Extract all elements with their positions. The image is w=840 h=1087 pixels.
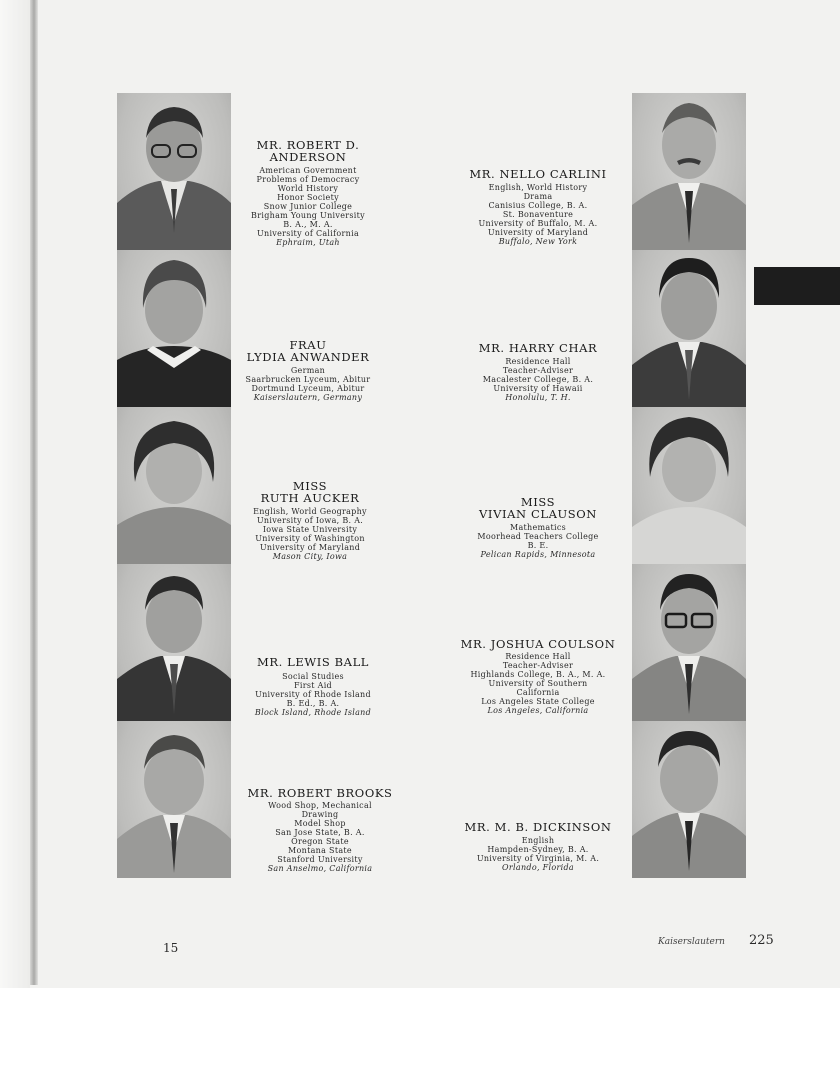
teacher-name: RUTH AUCKER [260,491,360,505]
teacher-name: MISS [520,495,556,509]
teacher-name: MISS [292,479,328,493]
bio-line: University of Washington [255,534,365,543]
bio-line: Wood Shop, Mechanical [268,801,372,810]
bio-line: Model Shop [294,819,346,828]
hometown: Ephraim, Utah [276,238,340,247]
portrait-clauson [632,407,746,564]
bio-line: Montana State [288,846,352,855]
bio-aucker [240,480,380,561]
bio-line: Dortmund Lyceum, Abitur [251,384,365,393]
bio-line: Problems of Democracy [256,175,360,184]
bio-line: University of Maryland [487,228,589,237]
page-number-right: 225 [749,933,774,948]
hometown: Honolulu, T. H. [505,393,571,402]
page-gutter [0,0,30,988]
bio-line: Residence Hall [505,357,571,366]
bio-line: Teacher-Adviser [502,661,574,670]
portrait-anwander [117,250,231,407]
running-head: Kaiserslautern [658,937,725,947]
bio-carlini [462,168,614,246]
bio-line: University of Maryland [259,543,361,552]
hometown: Buffalo, New York [498,237,578,246]
bio-line: World History [277,184,339,193]
portrait-anderson [117,93,231,250]
bio-brooks [245,787,395,873]
hometown: Orlando, Florida [502,863,574,872]
portrait-dickinson [632,721,746,878]
bio-line: English, World History [488,183,588,192]
teacher-name: MR. HARRY CHAR [478,341,598,355]
hometown: San Anselmo, California [267,864,373,873]
bio-line: Los Angeles State College [481,697,595,706]
bio-line: Mathematics [509,523,567,532]
bio-line: American Government [259,166,357,175]
teacher-name: MR. ROBERT D. [256,138,360,152]
bio-line: Highlands College, B. A., M. A. [470,670,606,679]
bio-ball [238,656,388,717]
hometown: Block Island, Rhode Island [254,708,372,717]
bio-line: Moorhead Teachers College [477,532,599,541]
hometown: Mason City, Iowa [272,552,348,561]
bio-line: Teacher-Adviser [502,366,574,375]
bio-line: English, World Geography [253,507,367,516]
teacher-name: FRAU [289,338,327,352]
bio-line: Hampden-Sydney, B. A. [487,845,589,854]
bio-line: St. Bonaventure [502,210,574,219]
teacher-name: MR. LEWIS BALL [256,655,370,669]
bio-line: Saarbrucken Lyceum, Abitur [245,375,371,384]
teacher-name: LYDIA ANWANDER [246,350,370,364]
portrait-coulson [632,564,746,721]
bio-line: Oregon State [291,837,349,846]
teacher-name: MR. M. B. DICKINSON [464,820,612,834]
bio-line: English [521,836,555,845]
bio-line: Drama [523,192,553,201]
bio-line: California [516,688,560,697]
bio-line: University of California [256,229,360,238]
bio-line: B. Ed., B. A. [286,699,340,708]
bio-line: San Jose State, B. A. [275,828,365,837]
hometown: Pelican Rapids, Minnesota [480,550,596,559]
bio-line: Brigham Young University [251,211,365,220]
portrait-char [632,250,746,407]
bio-line: Iowa State University [262,525,358,534]
bio-line: Stanford University [277,855,363,864]
bio-line: University of Iowa, B. A. [256,516,364,525]
teacher-name: VIVIAN CLAUSON [479,507,597,521]
bio-line: Snow Junior College [263,202,353,211]
bio-line: Canisius College, B. A. [488,201,588,210]
bio-line: First Aid [294,681,332,690]
bio-dickinson [462,821,614,872]
bio-line: University of Rhode Island [255,690,371,699]
bio-char [462,342,614,402]
portrait-brooks [117,721,231,878]
bio-line: Residence Hall [505,652,571,661]
teacher-name: MR. NELLO CARLINI [469,167,607,181]
bio-line: University of Southern [488,679,588,688]
bio-anderson [238,139,378,247]
bio-line: B. E. [527,541,549,550]
bio-line: Social Studies [282,672,344,681]
section-tab-marker [754,267,840,305]
page-number-left: 15 [163,941,179,955]
portrait-aucker [117,407,231,564]
bio-line: University of Hawaii [493,384,583,393]
bio-coulson [460,638,616,715]
bio-line: Honor Society [277,193,339,202]
bio-line: University of Virginia, M. A. [476,854,600,863]
bio-anwander [235,339,381,402]
hometown: Kaiserslautern, Germany [253,393,363,402]
bio-line: Drawing [301,810,339,819]
teacher-name: MR. ROBERT BROOKS [247,786,393,800]
portrait-ball [117,564,231,721]
bio-clauson [462,496,614,559]
portrait-carlini [632,93,746,250]
binding-shadow [30,0,38,985]
hometown: Los Angeles, California [487,706,589,715]
teacher-name: ANDERSON [269,150,347,164]
teacher-name: MR. JOSHUA COULSON [460,637,616,651]
bio-line: Macalester College, B. A. [482,375,594,384]
bio-line: B. A., M. A. [283,220,333,229]
bio-line: German [290,366,326,375]
bio-line: University of Buffalo, M. A. [478,219,598,228]
